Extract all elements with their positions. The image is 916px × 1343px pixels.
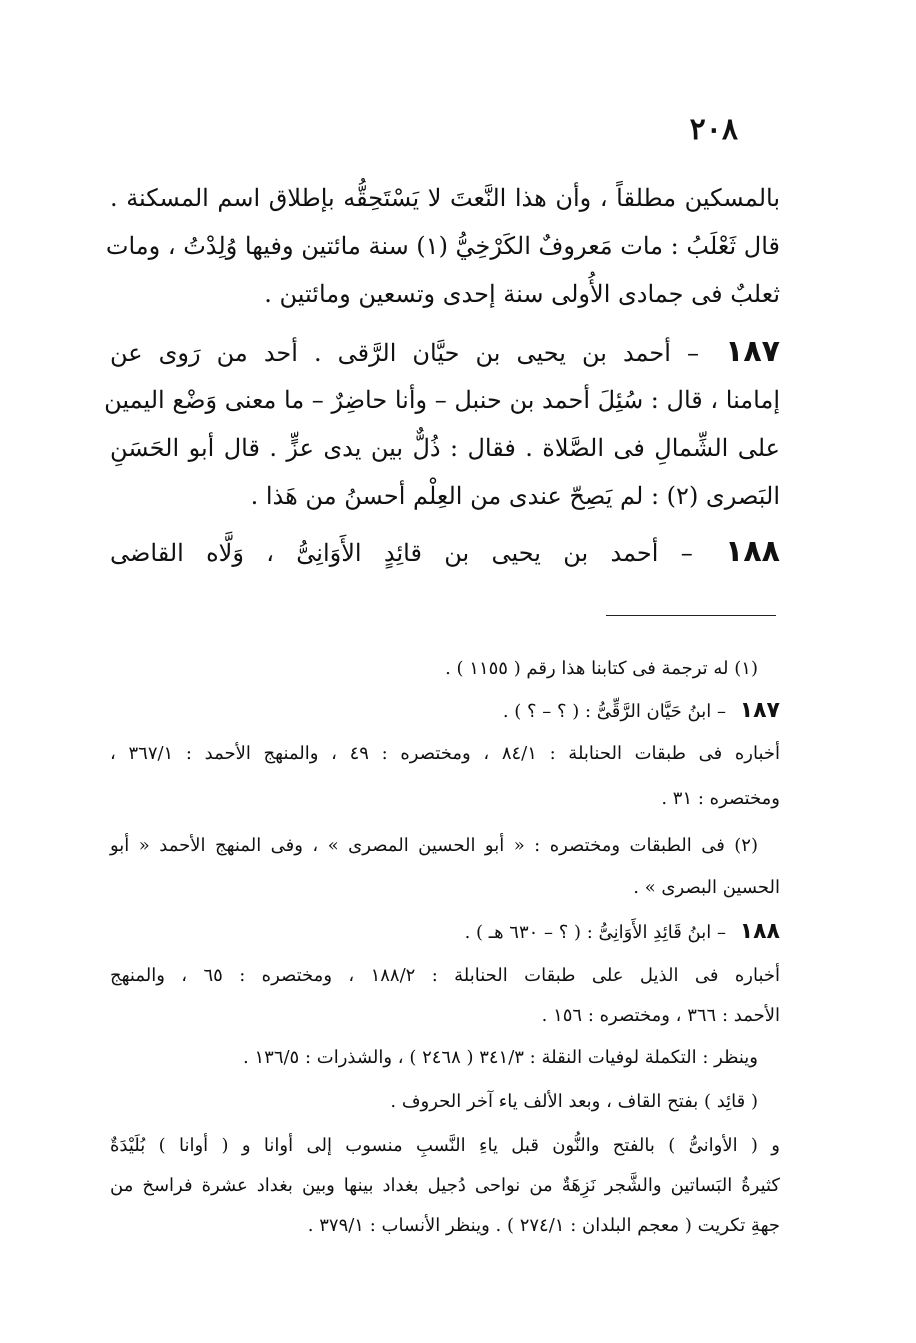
footnote-line: كثيرةُ البَساتين والشَّجر نَزِهَةٌ من نواحى دُجيل بغداد بينها وبين بغداد عشرة فراسخ من: [110, 1175, 781, 1196]
page-number: ٢٠٨: [689, 112, 738, 147]
footnote-line: ( قائِد ) بفتح القاف ، وبعد الألف ياء آخر الحروف .: [390, 1091, 758, 1112]
entry-dash: –: [687, 339, 699, 367]
footnote-line: وينظر : التكملة لوفيات النقلة : ٣٤١/٣ ( ٢٤٦٨ ) ، والشذرات : ١٣٦/٥ .: [243, 1047, 758, 1068]
main-text-line: ثعلبٌ فى جمادى الأُولى سنة إحدى وتسعين ومائتين .: [264, 280, 780, 308]
footnote-1: (١) له ترجمة فى كتابنا هذا رقم ( ١١٥٥ ) .: [445, 658, 758, 679]
footnote-divider: [606, 615, 776, 616]
entry-188-text: أحمد بن يحيى بن قائِدٍ الأَوَانِىُّ ، وَلَّاه القاضى: [110, 539, 659, 567]
footnote-entry-188-title: [110, 918, 780, 947]
footnote-line: الأحمد : ٣٦٦ ، ومختصره : ١٥٦ .: [541, 1005, 780, 1026]
main-text-line: على الشِّمالِ فى الصَّلاة . فقال : ذُلٌّ بين يدى عزٍّ . قال أبو الحَسَنِ: [110, 434, 780, 462]
entry-188-line: [110, 534, 780, 571]
footnote-entry-188-heading: – ابنُ قَائِدِ الأَوَانِىُّ : ( ؟ – ٦٣٠ هـ ) .: [464, 922, 726, 943]
main-text-line: بالمسكين مطلقاً ، وأن هذا النَّعتَ لا يَسْتَحِقُّه بإطلاق اسم المسكنة .: [110, 184, 780, 212]
entry-188-number: ١٨٨: [725, 534, 780, 569]
footnote-line: الحسين البصرى » .: [633, 877, 780, 898]
footnote-line: و ( الأوانىُّ ) بالفتح والنُّون قبل ياءِ النَّسبِ منسوب إلى أوانا و ( أوانا ) بُلَيْدَةٌ: [110, 1135, 780, 1156]
footnote-line: أخباره فى الذيل على طبقات الحنابلة : ١٨٨/٢ ، ومختصره : ٦٥ ، والمنهج: [110, 965, 780, 986]
footnote-line: أخباره فى طبقات الحنابلة : ٨٤/١ ، ومختصره : ٤٩ ، والمنهج الأحمد : ٣٦٧/١ ،: [110, 743, 781, 764]
footnote-line: جهةِ تكريت ( معجم البلدان : ٢٧٤/١ ) . وينظر الأنساب : ٣٧٩/١ .: [307, 1215, 780, 1236]
entry-187-number: ١٨٧: [725, 334, 780, 369]
main-text-line: إمامنا ، قال : سُئِلَ أحمد بن حنبل – وأنا حاضِرٌ – ما معنى وَضْع اليمين: [104, 386, 780, 414]
entry-dash: –: [680, 539, 693, 567]
footnote-entry-187-heading: – ابنُ حَيَّان الرَّقِّىُّ : ( ؟ – ؟ ) .: [502, 701, 726, 722]
footnote-entry-187-title: [110, 697, 780, 726]
main-text-line: البَصرى (٢) : لم يَصِحّ عندى من العِلْم أحسنُ من هَذا .: [250, 482, 780, 510]
footnote-line: ومختصره : ٣١ .: [661, 788, 780, 809]
main-text-line: قال ثَعْلَبُ : مات مَعروفٌ الكَرْخِيُّ (١) سنة مائتين وفيها وُلِدْتُ ، ومات: [105, 232, 780, 260]
footnote-2: (٢) فى الطبقات ومختصره : « أبو الحسين المصرى » ، وفى المنهج الأحمد « أبو: [110, 835, 758, 856]
footnote-entry-187-number: ١٨٧: [739, 698, 780, 723]
entry-187-text: أحمد بن يحيى بن حيَّان الرَّقى . أحد من رَوى عن: [110, 339, 671, 367]
entry-187-line: [110, 334, 780, 371]
footnote-entry-188-number: ١٨٨: [739, 919, 780, 944]
